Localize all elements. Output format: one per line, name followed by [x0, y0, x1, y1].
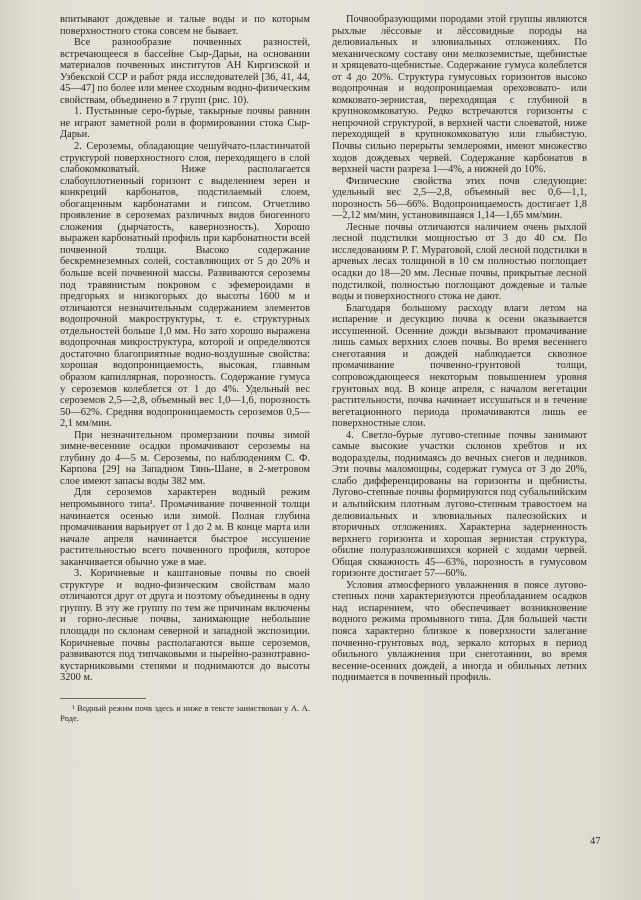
paragraph: впитывают дождевые и талые воды и по которым поверхностного стока совсем не бывает. [60, 14, 310, 37]
paragraph: При незначительном промерзании почвы зимой зимне-весенние осадки промачивают сероземы на глубину до 4—5 м. Сероземы, по наблюдениям С. Ф. Карпова [29] на Западном Тянь-Шане, в 2-метровом слое имеют запасы воды 382 мм. [60, 429, 310, 487]
paragraph: Благодаря большому расходу влаги летом на испарение и десукцию почва к осени оказывается иссушенной. Осенние дожди вызывают промачивание лишь самых верхних слоев почвы. Во время весеннего снеготаяния и дождей наблюдается сквозное промачивание почвенно-грунтовой толщи, сопровождающееся некоторым повышением уровня грунтовых вод. В конце апреля, с началом вегетации растительности, почва начинает иссушаться и в течение вегетационного периода промачиваются лишь ее поверхностные слои. [332, 302, 587, 430]
footnote [60, 698, 310, 723]
paragraph: 2. Сероземы, обладающие чешуйчато-пластинчатой структурой поверхностного слоя, переходящего в слой слабокомковатый. Ниже располагается слабоуплотненный горизонт с выделением зерен и конкреций карбонатов, подстилаемый слоем, обогащенным карбонатами и гипсом. Отчетливо проявление в сероземах различных видов биогенного сложения (дырчатость, кавернозность). Хорошо выражен карбонатный профиль при карбонатности всей почвенной толщи. Высоко содержание бескремнеземных солей, составляющих от 5 до 20% и больше всей почвенной массы. Развиваются сероземы под травянистым покровом с эфемероидами в предгорьях и низкогорьях до высоты 1600 м и отличаются незначительным содержанием элементов водопрочной макроструктуры, т. е. структурных отдельностей больше 1,0 мм. Но зато хорошо выражена водопрочная микроструктура, которой и определяются достаточно благоприятные водно-воздушные свойства: хорошая водопроницаемость, высокая, главным образом капиллярная, порозность. Содержание гумуса у сероземов колеблется от 1 до 4%. Удельный вес сероземов 2,5—2,8, объемный вес 1,0—1,6, порозность 50—62%. Средняя водопроницаемость сероземов 0,5—2,1 мм/мин. [60, 141, 310, 430]
paragraph: Все разнообразие почвенных разностей, встречающееся в бассейне Сыр-Дарьи, на основании материалов почвенных институтов АН Киргизской и Узбекской ССР и работ ряда исследователей [36, 41, 44, 45—47] по более или менее сходным водно-физическим свойствам, объединено в 7 групп (рис. 10). [60, 37, 310, 106]
paragraph: Почвообразующими породами этой группы являются рыхлые лёссовые и лёссовидные породы на делювиальных и элювиальных отложениях. По механическому составу они мелкоземистые, щебнистые и хрящевато-щебнистые. Содержание гумуса колеблется от 4 до 20%. Структура гумусовых горизонтов высоко водопрочная и водопроницаемая орехововато- или комковато-зернистая, переходящая с глубиной в крупнокомковатую. Редко встречаются горизонты с непрочной структурой, в верхней части слоеватой, ниже переходящей в крупнокомковатую или глыбистую. Почвы сильно перерыты землероями, имеют множество ходов дождевых червей. Содержание карбонатов в верхней части разреза 1—4%, а нижней до 10%. [332, 14, 587, 176]
footnote-text: ¹ Водный режим почв здесь и ниже в тексте заимствован у А. А. Роде. [60, 702, 310, 723]
right-column [332, 14, 587, 684]
paragraph: Лесные почвы отличаются наличием очень рыхлой лесной подстилки мощностью от 3 до 40 см. По исследованиям Р. Г. Муратовой, слой лесной подстилки в арчевых лесах толщиной в 10 см полностью поглощает осадки до 18—20 мм. Лесные почвы, прикрытые лесной подстилкой, полностью поглощают дождевые и талые воды и поверхностного стока не дают. [332, 221, 587, 303]
paragraph: 1. Пустынные серо-бурые, такырные почвы равнин не играют заметной роли в формировании стока Сыр-Дарьи. [60, 106, 310, 141]
paragraph: Для сероземов характерен водный режим непромывного типа¹. Промачивание почвенной толщи начинается осенью или зимой. Полная глубина промачивания варьирует от 1 до 2 м. В конце марта или начале апреля начинается быстрое иссушение растительностью всего почвенного профиля, которое заканчивается обычно уже в мае. [60, 487, 310, 568]
paragraph: Условия атмосферного увлажнения в поясе лугово-степных почв характеризуются преобладанием осадков над испарением, что обеспечивает возникновение водного режима промывного типа. Для большей части пояса характерно близкое к поверхности залегание почвенно-грунтовых вод, зеркало которых в период обильного увлажнения при снеготаянии, во время весенне-осенних дождей, а иногда и обильных летних поднимается в почвенный профиль. [332, 579, 587, 684]
left-column [60, 14, 310, 723]
paragraph: 3. Коричневые и каштановые почвы по своей структуре и водно-физическим свойствам мало отличаются друг от друга и поэтому объединены в одну группу. В эту же группу по тем же причинам включены и горно-лесные почвы, занимающие небольшие площади по склонам северной и западной экспозиции. Коричневые почвы располагаются выше сероземов, развиваются под типчаковыми и пырейно-разнотравно-кустарниковыми степями и поднимаются до высоты 3200 м. [60, 568, 310, 684]
page-number: 47 [590, 836, 601, 847]
paragraph: 4. Светло-бурые лугово-степные почвы занимают самые высокие участки склонов хребтов и их водоразделы, поднимаясь до вечных снегов и ледников. Эти почвы маломощны, содержат гумуса от 3 до 20%, слабо дифференцированы на горизонты и щебнисты. Лугово-степные почвы формируются под субальпийским и альпийским плотным лугово-степным травостоем на делювиальных и элювиальных палеозойских и вторичных отложениях. Характерна задерненность верхнего горизонта и хорошая зернистая структура, обилие полуразложившихся корней с ходами червей. Общая скважность 45—63%, порозность в гумусовом горизонте достигает 57—60%. [332, 429, 587, 580]
paragraph: Физические свойства этих почв следующие: удельный вес 2,5—2,8, объемный вес 0,6—1,1, порозность 56—66%. Водопроницаемость достигает 1,8—2,12 мм/мин, установившаяся 1,14—1,65 мм/мин. [332, 175, 587, 222]
